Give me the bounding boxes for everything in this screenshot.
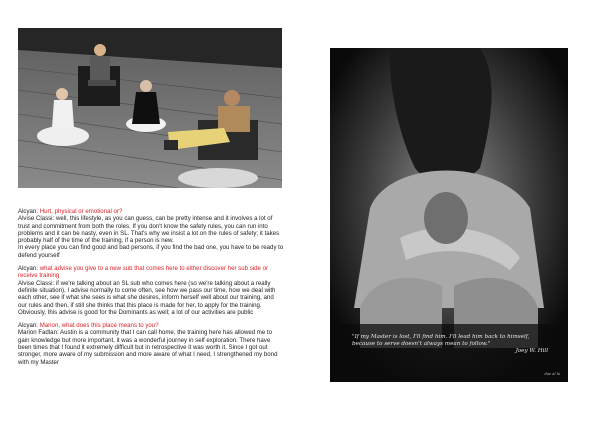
virtual-world-scene-image <box>18 28 282 188</box>
qa-block-3 <box>18 322 284 366</box>
interview-text <box>18 208 284 372</box>
photo-illustration <box>330 48 568 382</box>
scene-illustration <box>18 28 282 188</box>
answer-text: Austin is a community that I can call home, the training here has allowed me to gain knowledge but more important, it was a wonderful journey in self exploration. There have been times that I found it extremely difficult but in retrospective it was worth it. Since I got out stronger, more aware of my submission and more aware of what I need, I strengthened my bond with my Master <box>18 329 278 366</box>
photo-credit: dae al la <box>544 372 560 376</box>
answer-extra-text: In every place you can find good and bad persons, if you find the bad one, you have to be ready to defend yourself <box>18 244 284 259</box>
quote-text: "If my Master is lost, I'll find him. I'll lead him back to himself, because to serve doesn't always mean to follow." <box>352 334 530 348</box>
answer-speaker: Alvise Classi: <box>18 279 55 287</box>
answer-text: if we're talking about an SL sub who comes here (so we're talking about a really definite situation), I advise normally to come often, see how we pass our time, how we deal with each other, see if what she sees is what she desires, inform herself well about our training, and our rules and then, if still she thinks that this place is made for her, to apply for the training. Obviously, this advise is good for the Dominants as well; a lot of our activities are public <box>18 279 276 316</box>
black-and-white-photo <box>330 48 568 382</box>
right-page <box>300 0 600 424</box>
answer-text: well, this lifestyle, as you can guess, can be pretty intense and it involves a lot of trust and commitment from both the roles. If you don't know the safety rules, you can run into problems and it can be nasty, even in SL. That's why we insist a lot on the rules of safety; it takes probably half of the time of the training, if a person is new. <box>18 215 280 245</box>
answer-speaker: Marion Fadlan: <box>18 329 59 337</box>
quote-author: Joey W. Hill <box>515 348 548 355</box>
question-speaker: Alcyan: <box>18 265 38 273</box>
question-text: Marion, what does this place means to you? <box>39 322 159 330</box>
question-speaker: Alcyan: <box>18 208 38 215</box>
question-text: Hurt, physical or emotional or? <box>39 208 123 215</box>
quote <box>352 334 552 356</box>
question-speaker: Alcyan: <box>18 322 38 330</box>
qa-block-2 <box>18 265 284 316</box>
question-text: what advise you give to a new sub that comes here to either discover her sub side or receive training <box>18 265 268 280</box>
qa-block-1 <box>18 208 284 259</box>
answer-speaker: Alvise Classi: <box>18 215 55 223</box>
